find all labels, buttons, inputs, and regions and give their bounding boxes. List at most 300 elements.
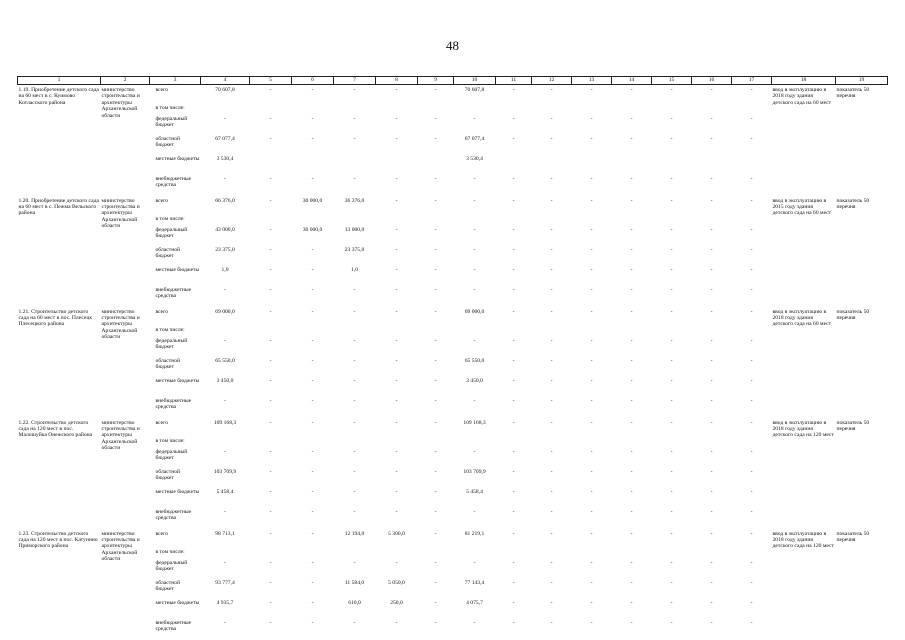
- value-cell: -: [590, 308, 593, 315]
- value-cell: 77 143,4: [464, 579, 485, 586]
- table-row: [18, 418, 888, 438]
- value-cell: -: [750, 87, 753, 93]
- value-cell: -: [670, 419, 673, 426]
- column-header: 7: [334, 77, 376, 85]
- value-cell: 66 376,0: [215, 197, 235, 204]
- value-cell: -: [590, 377, 593, 384]
- value-cell: -: [630, 286, 633, 293]
- funding-source-label: местные бюджеты: [155, 155, 200, 162]
- value-cell: [612, 438, 652, 449]
- value-cell: [250, 438, 292, 449]
- value-cell: -: [550, 308, 553, 315]
- value-cell: -: [710, 246, 713, 253]
- value-cell: [454, 105, 496, 116]
- value-cell: [532, 327, 572, 338]
- value-cell: -: [353, 357, 356, 364]
- value-cell: -: [750, 197, 753, 204]
- value-cell: -: [590, 286, 593, 293]
- value-cell: -: [670, 530, 673, 537]
- value-cell: -: [670, 468, 673, 475]
- value-cell: -: [353, 337, 356, 344]
- value-cell: 4 935,7: [216, 599, 234, 606]
- column-header: 4: [201, 77, 250, 85]
- value-cell: -: [512, 357, 515, 364]
- value-cell: -: [550, 337, 553, 344]
- value-cell: -: [434, 357, 437, 364]
- value-cell: -: [630, 448, 633, 455]
- value-cell: -: [395, 448, 398, 455]
- value-cell: -: [670, 308, 673, 315]
- value-cell: [250, 549, 292, 560]
- value-cell: 93 777,4: [215, 579, 235, 586]
- value-cell: -: [434, 508, 437, 515]
- value-cell: -: [395, 286, 398, 293]
- value-cell: -: [395, 508, 398, 515]
- funding-source-label: областной бюджет: [155, 357, 180, 370]
- value-cell: -: [710, 87, 713, 93]
- value-cell: -: [750, 508, 753, 515]
- value-cell: -: [670, 357, 673, 364]
- value-cell: -: [590, 246, 593, 253]
- value-cell: [418, 549, 454, 560]
- funding-source-label: областной бюджет: [155, 246, 180, 259]
- value-cell: -: [395, 619, 398, 626]
- value-cell: -: [269, 419, 272, 426]
- value-cell: -: [311, 286, 314, 293]
- value-cell: -: [550, 508, 553, 515]
- value-cell: -: [630, 266, 633, 273]
- value-cell: [292, 438, 334, 449]
- expected-result: ввод в эксплуатацию в 2018 году здания детского сада на 120 мест: [772, 530, 834, 550]
- value-cell: -: [550, 419, 553, 426]
- value-cell: -: [630, 135, 633, 142]
- value-cell: [652, 438, 692, 449]
- value-cell: -: [550, 397, 553, 404]
- value-cell: -: [710, 266, 713, 273]
- funding-source-label: в том числе:: [155, 326, 185, 333]
- value-cell: -: [512, 397, 515, 404]
- value-cell: -: [434, 175, 437, 182]
- value-cell: -: [750, 377, 753, 384]
- value-cell: -: [512, 530, 515, 537]
- value-cell: -: [269, 246, 272, 253]
- value-cell: [334, 327, 376, 338]
- value-cell: [418, 327, 454, 338]
- value-cell: -: [434, 135, 437, 142]
- value-cell: -: [590, 619, 593, 626]
- value-cell: 65 550,0: [464, 357, 485, 364]
- funding-source-label: в том числе:: [155, 548, 185, 555]
- value-cell: -: [670, 266, 673, 273]
- indicator-ref: показатель 50 перечня: [836, 419, 870, 432]
- value-cell: -: [710, 579, 713, 586]
- value-cell: -: [395, 246, 398, 253]
- value-cell: -: [512, 197, 515, 204]
- value-cell: [418, 216, 454, 227]
- value-cell: [376, 438, 418, 449]
- value-cell: [532, 438, 572, 449]
- value-cell: [454, 438, 496, 449]
- value-cell: -: [311, 135, 314, 142]
- value-cell: -: [550, 488, 553, 495]
- value-cell: -: [670, 377, 673, 384]
- value-cell: -: [353, 377, 356, 384]
- value-cell: -: [512, 226, 515, 233]
- value-cell: -: [434, 286, 437, 293]
- value-cell: -: [550, 579, 553, 586]
- value-cell: -: [395, 488, 398, 495]
- value-cell: -: [550, 87, 553, 93]
- column-header: 3: [150, 77, 201, 85]
- value-cell: [454, 216, 496, 227]
- value-cell: [496, 549, 532, 560]
- value-cell: -: [269, 115, 272, 122]
- value-cell: -: [710, 357, 713, 364]
- value-cell: -: [590, 226, 593, 233]
- value-cell: -: [473, 448, 476, 455]
- value-cell: -: [630, 488, 633, 495]
- value-cell: -: [630, 508, 633, 515]
- value-cell: 1,0: [221, 266, 229, 273]
- value-cell: -: [395, 226, 398, 233]
- value-cell: -: [670, 619, 673, 626]
- value-cell: 30 000,0: [302, 226, 323, 233]
- value-cell: 36 376,0: [344, 197, 365, 204]
- page-number: 48: [446, 38, 459, 53]
- value-cell: -: [750, 530, 753, 537]
- value-cell: -: [224, 448, 226, 455]
- value-cell: -: [590, 488, 593, 495]
- value-cell: 81 219,1: [464, 530, 485, 537]
- value-cell: -: [550, 246, 553, 253]
- value-cell: -: [590, 508, 593, 515]
- value-cell: -: [750, 266, 753, 273]
- value-cell: -: [473, 559, 476, 566]
- value-cell: -: [434, 226, 437, 233]
- expected-result: ввод в эксплуатацию в 2018 году здания детского сада на 60 мест: [772, 308, 832, 328]
- value-cell: -: [311, 619, 314, 626]
- value-cell: -: [590, 468, 593, 475]
- value-cell: -: [590, 530, 593, 537]
- value-cell: -: [512, 448, 515, 455]
- value-cell: -: [311, 266, 314, 273]
- value-cell: 5 050,0: [388, 579, 405, 586]
- value-cell: -: [473, 246, 476, 253]
- value-cell: -: [710, 508, 713, 515]
- executor-name: министерство строительства и архитектуры Архангельской области: [101, 419, 140, 452]
- value-cell: [652, 105, 692, 116]
- value-cell: 30 000,0: [302, 197, 323, 204]
- value-cell: -: [311, 397, 314, 404]
- value-cell: -: [670, 599, 673, 606]
- value-cell: -: [512, 246, 515, 253]
- funding-source-label: внебюджетные средства: [155, 619, 192, 632]
- value-cell: [454, 549, 496, 560]
- value-cell: -: [473, 286, 476, 293]
- value-cell: -: [395, 397, 398, 404]
- funding-source-label: местные бюджеты: [155, 266, 200, 273]
- value-cell: -: [311, 87, 314, 93]
- table-row: [18, 196, 888, 216]
- value-cell: -: [630, 599, 633, 606]
- value-cell: [418, 105, 454, 116]
- value-cell: -: [395, 115, 398, 122]
- value-cell: [732, 216, 772, 227]
- value-cell: -: [311, 377, 314, 384]
- value-cell: [612, 549, 652, 560]
- value-cell: -: [269, 308, 272, 315]
- value-cell: -: [311, 559, 314, 566]
- value-cell: 70 607,8: [215, 87, 235, 93]
- value-cell: -: [311, 579, 314, 586]
- value-cell: -: [630, 87, 633, 93]
- column-header: 10: [454, 77, 496, 85]
- value-cell: -: [512, 559, 515, 566]
- value-cell: [572, 105, 612, 116]
- value-cell: -: [512, 488, 515, 495]
- value-cell: -: [590, 135, 593, 142]
- value-cell: [612, 105, 652, 116]
- value-cell: [572, 156, 612, 176]
- value-cell: -: [590, 599, 593, 606]
- funding-source-label: всего: [155, 419, 169, 426]
- value-cell: -: [269, 579, 272, 586]
- value-cell: -: [630, 619, 633, 626]
- value-cell: -: [353, 87, 356, 93]
- value-cell: -: [550, 559, 553, 566]
- value-cell: -: [395, 357, 398, 364]
- value-cell: -: [269, 488, 272, 495]
- value-cell: [201, 327, 250, 338]
- value-cell: -: [670, 337, 673, 344]
- value-cell: -: [590, 115, 593, 122]
- value-cell: -: [550, 377, 553, 384]
- value-cell: -: [311, 468, 314, 475]
- value-cell: -: [512, 135, 515, 142]
- value-cell: 109 168,3: [463, 419, 486, 426]
- value-cell: 70 607,8: [464, 87, 485, 93]
- value-cell: -: [269, 337, 272, 344]
- value-cell: -: [269, 530, 272, 537]
- value-cell: -: [269, 599, 272, 606]
- funding-source-label: местные бюджеты: [155, 377, 200, 384]
- value-cell: -: [269, 448, 272, 455]
- funding-source-label: всего: [155, 530, 169, 537]
- value-cell: [292, 156, 334, 176]
- value-cell: -: [550, 619, 553, 626]
- value-cell: -: [670, 508, 673, 515]
- value-cell: -: [353, 115, 356, 122]
- value-cell: 109 168,3: [213, 419, 237, 426]
- value-cell: -: [710, 397, 713, 404]
- value-cell: -: [630, 308, 633, 315]
- value-cell: -: [550, 175, 553, 182]
- value-cell: -: [512, 599, 515, 606]
- value-cell: -: [434, 468, 437, 475]
- value-cell: -: [670, 286, 673, 293]
- value-cell: [201, 216, 250, 227]
- value-cell: -: [670, 197, 673, 204]
- value-cell: -: [473, 197, 476, 204]
- measure-name: 1.23. Строительство детского сада на 120 мест в пос. Катунино Приморского района: [18, 530, 98, 550]
- value-cell: [612, 327, 652, 338]
- value-cell: -: [395, 419, 398, 426]
- value-cell: [612, 216, 652, 227]
- column-header: 17: [732, 77, 772, 85]
- value-cell: -: [710, 559, 713, 566]
- value-cell: [496, 156, 532, 176]
- value-cell: [376, 216, 418, 227]
- value-cell: [692, 549, 732, 560]
- value-cell: -: [590, 579, 593, 586]
- value-cell: -: [269, 266, 272, 273]
- column-header: 5: [250, 77, 292, 85]
- funding-source-label: всего: [155, 87, 169, 93]
- executor-name: министерство строительства и архитектуры Архангельской области: [101, 530, 140, 563]
- value-cell: [334, 105, 376, 116]
- value-cell: -: [395, 559, 398, 566]
- funding-source-label: внебюджетные средства: [155, 286, 192, 299]
- value-cell: -: [670, 397, 673, 404]
- value-cell: [334, 156, 376, 176]
- value-cell: -: [434, 488, 437, 495]
- value-cell: -: [311, 337, 314, 344]
- value-cell: -: [550, 226, 553, 233]
- value-cell: 11 584,0: [344, 579, 365, 586]
- value-cell: -: [269, 357, 272, 364]
- value-cell: -: [630, 559, 633, 566]
- value-cell: -: [311, 246, 314, 253]
- value-cell: -: [512, 115, 515, 122]
- indicator-ref: показатель 50 перечня: [836, 197, 870, 210]
- value-cell: -: [512, 175, 515, 182]
- column-header: 9: [418, 77, 454, 85]
- value-cell: -: [269, 135, 272, 142]
- value-cell: 3 530,4: [216, 155, 234, 162]
- funding-source-label: областной бюджет: [155, 135, 180, 148]
- value-cell: [692, 105, 732, 116]
- value-cell: [692, 327, 732, 338]
- value-cell: -: [710, 226, 713, 233]
- value-cell: -: [395, 87, 398, 93]
- value-cell: -: [590, 337, 593, 344]
- value-cell: -: [269, 197, 272, 204]
- value-cell: -: [512, 377, 515, 384]
- value-cell: -: [269, 508, 272, 515]
- value-cell: [201, 105, 250, 116]
- value-cell: 3 530,4: [466, 155, 483, 162]
- value-cell: [496, 327, 532, 338]
- funding-source-label: в том числе:: [155, 104, 185, 111]
- value-cell: -: [630, 175, 633, 182]
- value-cell: -: [750, 135, 753, 142]
- column-header: 13: [572, 77, 612, 85]
- value-cell: -: [750, 468, 753, 475]
- indicator-ref: показатель 50 перечня: [836, 308, 870, 321]
- value-cell: -: [630, 530, 633, 537]
- value-cell: -: [590, 266, 593, 273]
- value-cell: -: [434, 337, 437, 344]
- indicator-ref: показатель 50 перечня: [836, 530, 870, 543]
- value-cell: -: [434, 530, 437, 537]
- value-cell: 43 000,0: [215, 226, 235, 233]
- measure-name: 1.20. Приобретение детского сада на 60 мест в с. Пежма Вельского района: [18, 197, 99, 217]
- value-cell: -: [550, 599, 553, 606]
- value-cell: -: [710, 337, 713, 344]
- value-cell: [496, 105, 532, 116]
- column-header: 2: [101, 77, 150, 85]
- executor-name: министерство строительства и архитектуры Архангельской области: [101, 197, 140, 230]
- value-cell: -: [353, 508, 356, 515]
- value-cell: [292, 549, 334, 560]
- value-cell: -: [353, 419, 356, 426]
- value-cell: -: [311, 488, 314, 495]
- value-cell: -: [590, 357, 593, 364]
- value-cell: -: [311, 508, 314, 515]
- value-cell: [532, 216, 572, 227]
- value-cell: -: [353, 559, 356, 566]
- value-cell: 67 077,4: [464, 135, 485, 142]
- funding-source-label: местные бюджеты: [155, 488, 200, 495]
- value-cell: -: [550, 357, 553, 364]
- value-cell: [532, 105, 572, 116]
- value-cell: -: [434, 197, 437, 204]
- value-cell: -: [670, 115, 673, 122]
- value-cell: -: [710, 619, 713, 626]
- value-cell: -: [750, 246, 753, 253]
- value-cell: -: [630, 377, 633, 384]
- value-cell: [652, 327, 692, 338]
- value-cell: [250, 156, 292, 176]
- value-cell: -: [750, 286, 753, 293]
- value-cell: -: [550, 530, 553, 537]
- funding-source-label: в том числе:: [155, 215, 185, 222]
- value-cell: -: [224, 115, 226, 122]
- value-cell: [652, 156, 692, 176]
- column-header: 16: [692, 77, 732, 85]
- value-cell: -: [512, 337, 515, 344]
- value-cell: -: [224, 175, 226, 182]
- value-cell: -: [473, 619, 476, 626]
- value-cell: -: [590, 419, 593, 426]
- value-cell: -: [750, 337, 753, 344]
- value-cell: -: [750, 397, 753, 404]
- value-cell: -: [353, 308, 356, 315]
- value-cell: [496, 438, 532, 449]
- value-cell: -: [434, 87, 437, 93]
- value-cell: 13 000,0: [344, 226, 365, 233]
- value-cell: -: [630, 397, 633, 404]
- value-cell: -: [269, 377, 272, 384]
- value-cell: 5 300,0: [388, 530, 405, 537]
- value-cell: -: [550, 448, 553, 455]
- value-cell: -: [434, 246, 437, 253]
- measure-name: 1.19. Приобретение детского сада на 60 мест в с. Куимово Котласского района: [18, 87, 99, 106]
- value-cell: 23 375,0: [215, 246, 235, 253]
- value-cell: -: [670, 488, 673, 495]
- value-cell: [612, 156, 652, 176]
- header-row: [18, 77, 888, 85]
- value-cell: [732, 549, 772, 560]
- value-cell: -: [434, 377, 437, 384]
- value-cell: -: [269, 286, 272, 293]
- value-cell: -: [550, 135, 553, 142]
- value-cell: -: [434, 266, 437, 273]
- value-cell: -: [311, 599, 314, 606]
- value-cell: -: [395, 266, 398, 273]
- value-cell: -: [473, 397, 476, 404]
- value-cell: -: [710, 377, 713, 384]
